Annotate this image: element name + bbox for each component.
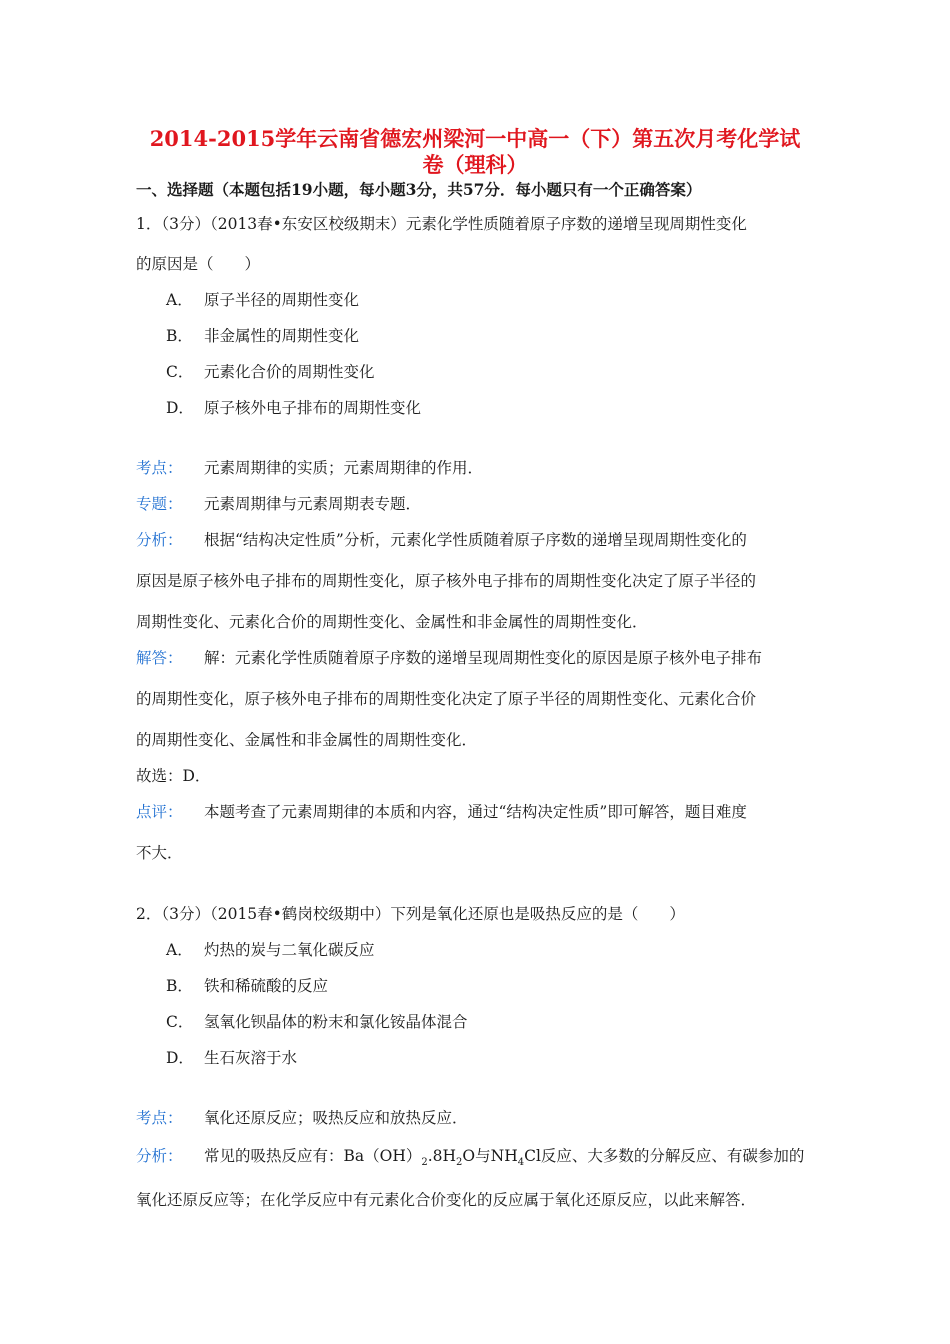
q2-option-d-letter: D． bbox=[166, 1049, 194, 1067]
q2-kaodian-label: 考点： bbox=[136, 1109, 183, 1127]
q1-fenxi-line-3: 周期性变化、元素化合价的周期性变化、金属性和非金属性的周期性变化． bbox=[136, 613, 648, 631]
q1-option-a-letter: A． bbox=[166, 291, 193, 309]
q1-option-b-text: 非金属性的周期性变化 bbox=[204, 327, 360, 345]
q1-option-b-letter: B． bbox=[166, 327, 193, 345]
q1-kaodian-text: 元素周期律的实质；元素周期律的作用． bbox=[204, 459, 484, 477]
q1-option-c-letter: C． bbox=[166, 363, 194, 381]
q2-option-a-text: 灼热的炭与二氧化碳反应 bbox=[204, 941, 375, 959]
q1-zhuanti-label: 专题： bbox=[136, 495, 183, 513]
q2-stem: 2．（3分）（2015春•鹤岗校级期中）下列是氧化还原也是吸热反应的是（ ） bbox=[136, 905, 685, 923]
q2-fenxi-mid-2: O与NH bbox=[462, 1147, 518, 1165]
section-heading: 一、选择题（本题包括19小题，每小题3分，共57分．每小题只有一个正确答案） bbox=[136, 180, 702, 199]
q1-jieda-line-2: 的周期性变化，原子核外电子排布的周期性变化决定了原子半径的周期性变化、元素化合价 bbox=[136, 690, 757, 708]
q1-stem-line-2: 的原因是（ ） bbox=[136, 255, 261, 273]
document-title-line-2: 卷（理科） bbox=[422, 152, 528, 177]
q2-fenxi-sub-1: 2 bbox=[421, 1157, 428, 1169]
q2-option-b-letter: B． bbox=[166, 977, 193, 995]
q1-dianping-line-2: 不大． bbox=[136, 844, 183, 862]
q1-option-d-letter: D． bbox=[166, 399, 194, 417]
q2-fenxi-post: Cl反应、大多数的分解反应、有碳参加的 bbox=[524, 1147, 805, 1165]
q2-option-b-text: 铁和稀硫酸的反应 bbox=[204, 977, 329, 995]
q2-fenxi-sub-2: 2 bbox=[456, 1157, 463, 1169]
q2-fenxi-label: 分析： bbox=[136, 1147, 183, 1165]
q2-option-c-text: 氢氧化钡晶体的粉末和氯化铵晶体混合 bbox=[204, 1013, 468, 1031]
q1-jieda-line-3: 的周期性变化、金属性和非金属性的周期性变化． bbox=[136, 731, 478, 749]
q1-fenxi-line-1: 根据“结构决定性质”分析，元素化学性质随着原子序数的递增呈现周期性变化的 bbox=[204, 531, 747, 549]
q1-jieda-label: 解答： bbox=[136, 649, 183, 667]
q1-option-c-text: 元素化合价的周期性变化 bbox=[204, 363, 375, 381]
q2-fenxi-pre: 常见的吸热反应有：Ba（OH） bbox=[204, 1147, 422, 1165]
q1-option-a-text: 原子半径的周期性变化 bbox=[204, 291, 360, 309]
q2-fenxi-line-2: 氧化还原反应等；在化学反应中有元素化合价变化的反应属于氧化还原反应，以此来解答． bbox=[136, 1191, 757, 1209]
q2-option-d-text: 生石灰溶于水 bbox=[204, 1049, 298, 1067]
q1-answer: 故选：D． bbox=[136, 767, 211, 785]
q1-fenxi-label: 分析： bbox=[136, 531, 183, 549]
q1-dianping-line-1: 本题考查了元素周期律的本质和内容，通过“结构决定性质”即可解答，题目难度 bbox=[204, 803, 747, 821]
q2-fenxi-mid-1: .8H bbox=[427, 1147, 457, 1165]
q2-fenxi-sub-3: 4 bbox=[517, 1157, 525, 1169]
q2-fenxi-line-1 bbox=[204, 1146, 804, 1173]
q2-option-c-letter: C． bbox=[166, 1013, 194, 1031]
q1-option-d-text: 原子核外电子排布的周期性变化 bbox=[204, 399, 422, 417]
q1-jieda-line-1: 解：元素化学性质随着原子序数的递增呈现周期性变化的原因是原子核外电子排布 bbox=[204, 649, 763, 667]
q1-stem-line-1: 1．（3分）（2013春•东安区校级期末）元素化学性质随着原子序数的递增呈现周期性变化 bbox=[136, 215, 747, 233]
q2-kaodian-text: 氧化还原反应；吸热反应和放热反应． bbox=[204, 1109, 468, 1127]
q1-fenxi-line-2: 原因是原子核外电子排布的周期性变化，原子核外电子排布的周期性变化决定了原子半径的 bbox=[136, 572, 757, 590]
document-title-line-1: 2014-2015学年云南省德宏州梁河一中高一（下）第五次月考化学试 bbox=[149, 126, 801, 151]
q1-zhuanti-text: 元素周期律与元素周期表专题． bbox=[204, 495, 422, 513]
q2-option-a-letter: A． bbox=[166, 941, 193, 959]
q1-kaodian-label: 考点： bbox=[136, 459, 183, 477]
q1-dianping-label: 点评： bbox=[136, 803, 183, 821]
